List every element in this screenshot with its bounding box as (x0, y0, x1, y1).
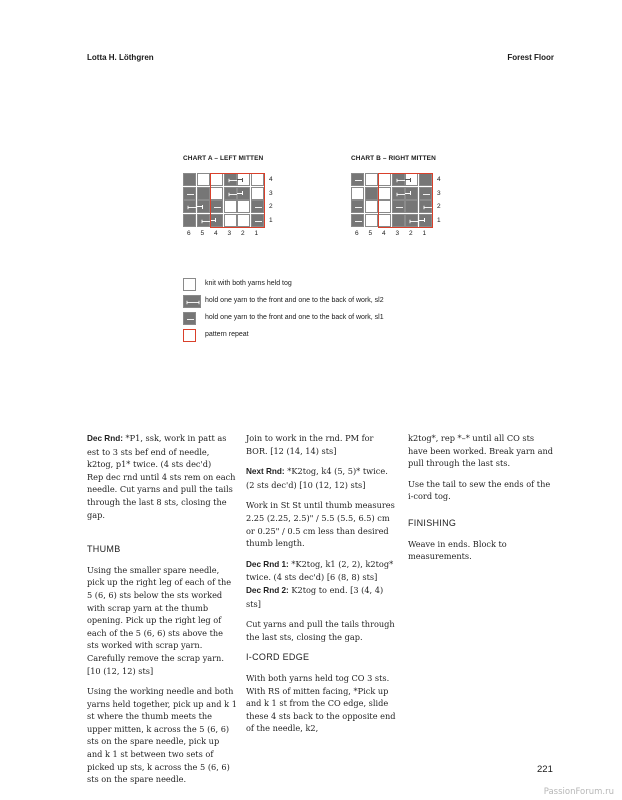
paragraph (246, 558, 396, 584)
chart-a-pattern-repeat-box (210, 173, 265, 228)
chart-b-col-label: 6 (355, 230, 359, 237)
short-bar-icon (183, 312, 196, 325)
paragraph (246, 465, 396, 491)
legend-label: pattern repeat (205, 331, 249, 338)
paragraph: Cut yarns and pull the tails through the last sts, closing the gap. (246, 619, 395, 642)
chart-a-cell-sl2 (183, 200, 196, 213)
paragraph (246, 584, 396, 610)
chart-a-row-label: 3 (269, 189, 273, 197)
text-column-2 (246, 432, 396, 743)
section-heading-icord: I-CORD EDGE (246, 652, 310, 663)
instruction-text: *K2tog, k1 (2, 2), k2tog* twice. (4 sts dec'd) [6 (8, 8) sts] (246, 558, 394, 583)
paragraph: Using the working needle and both yarns held together, pick up and k 1 st where the thumb meets the upper mitten, k across the 5 (6, 6) sts on the spare needle, pick up and k 1 st between two sets of picked up sts, k across the 5 (6, 6) sts on the spare needle. (87, 686, 237, 785)
paragraph (87, 432, 237, 471)
chart-b-row-label: 1 (437, 216, 441, 224)
chart-a-col-label: 4 (214, 230, 218, 237)
chart-a-col-label: 3 (227, 230, 232, 237)
white-square-icon (183, 278, 196, 291)
section-heading-finishing: FINISHING (408, 517, 457, 528)
paragraph: k2tog*, rep *–* until all CO sts have been worked. Break yarn and pull through the last sts. (408, 433, 554, 469)
chart-b-row-label: 3 (437, 189, 441, 197)
chart-b-cell-sl1 (351, 173, 364, 186)
red-square-icon (183, 329, 196, 342)
chart-a-cell (183, 214, 196, 227)
chart-b-cell-sl1 (351, 200, 364, 213)
paragraph: Using the smaller spare needle, pick up the right leg of each of the 5 (6, 6) sts below the sts worked with scrap yarn at the thumb opening. Pick up the right leg of each of the 5 (6, 6) sts above the sts worked with scrap yarn. Carefully remove the scrap yarn. [10 (12, 12) sts] (87, 564, 232, 676)
chart-a-cell-sl2 (197, 214, 210, 227)
paragraph: Rep dec rnd until 4 sts rem on each needle. Cut yarns and pull the tails through the last 8 sts, closing the gap. (87, 471, 236, 520)
chart-b-cell (365, 214, 378, 227)
chart-a-cell-sl1 (183, 187, 196, 200)
chart-a-cell (197, 187, 210, 200)
text-column-1 (87, 432, 237, 794)
chart-a-row-label: 2 (269, 203, 273, 210)
chart-a-row-label: 4 (269, 176, 273, 183)
chart-a-row-label: 1 (269, 216, 273, 224)
chart-b-cell-sl1 (351, 214, 364, 227)
chart-a-title: CHART A – LEFT MITTEN (183, 155, 264, 162)
chart-b-cell (365, 173, 378, 186)
chart-a-col-label: 1 (254, 230, 259, 237)
chart-b-cell (365, 200, 378, 213)
chart-b-col-label: 4 (382, 230, 386, 237)
chart-b-grid (351, 173, 452, 241)
paragraph: Weave in ends. Block to measurements. (408, 538, 507, 562)
text-column-3 (408, 432, 556, 571)
instruction-text: *K2tog, k4 (5, 5)* twice. (2 sts dec'd) [10 (12, 12) sts] (246, 466, 388, 490)
watermark: PassionForum.ru (543, 787, 614, 797)
long-bar-icon (183, 295, 201, 308)
chart-b-col-label: 5 (368, 230, 373, 237)
chart-a-col-label: 6 (187, 230, 191, 237)
instruction-text: *P1, ssk, work in patt as est to 3 sts bef end of needle, k2tog, p1* twice. (4 sts dec'd) (87, 433, 227, 470)
chart-b-row-label: 4 (437, 176, 441, 183)
chart-a (183, 155, 284, 241)
chart-b-col-label: 2 (409, 230, 413, 237)
chart-b-title: CHART B – RIGHT MITTEN (351, 155, 436, 162)
paragraph: Work in St St until thumb measures 2.25 (2.25, 2.5)" / 5.5 (5.5, 6.5) cm or 0.25" / 0.5 cm less than desired thumb length. (246, 500, 395, 549)
paragraph: With both yarns held tog CO 3 sts. With RS of mitten facing, *Pick up and k 1 st from the CO edge, slide these 4 sts back to the opposite end of the needle, k2, (246, 672, 396, 734)
instruction-label: Dec Rnd 1: (246, 559, 289, 569)
chart-a-grid (183, 173, 284, 241)
chart-a-col-label: 5 (200, 230, 205, 237)
chart-b (351, 155, 452, 241)
legend-label: hold one yarn to the front and one to the back of work, sl1 (205, 314, 384, 321)
chart-b-cell (351, 187, 364, 200)
chart-b-row-label: 2 (437, 203, 441, 210)
instruction-text: K2tog to end. [3 (4, 4) sts] (246, 584, 384, 609)
paragraph: Use the tail to sew the ends of the i-cord tog. (408, 478, 551, 502)
chart-b-col-label: 1 (422, 230, 427, 237)
legend-label: knit with both yarns held tog (205, 280, 292, 287)
chart-a-cell (197, 173, 210, 186)
chart-b-col-label: 3 (395, 230, 400, 237)
instruction-label: Dec Rnd 2: (246, 585, 289, 595)
paragraph: Join to work in the rnd. PM for BOR. [12 (14, 14) sts] (246, 433, 374, 456)
instruction-label: Next Rnd: (246, 467, 285, 477)
legend-label: hold one yarn to the front and one to the back of work, sl2 (205, 297, 384, 304)
section-heading-thumb: THUMB (87, 544, 121, 555)
chart-b-pattern-repeat-box (378, 173, 433, 228)
author-name: Lotta H. Löthgren (87, 53, 154, 62)
instruction-label: Dec Rnd: (87, 434, 123, 443)
chart-a-col-label: 2 (241, 230, 245, 237)
page-number: 221 (537, 764, 553, 775)
pattern-name: Forest Floor (507, 53, 554, 62)
chart-a-sl2-bar-end (197, 206, 203, 207)
chart-a-cell (183, 173, 196, 186)
chart-b-cell (365, 187, 378, 200)
